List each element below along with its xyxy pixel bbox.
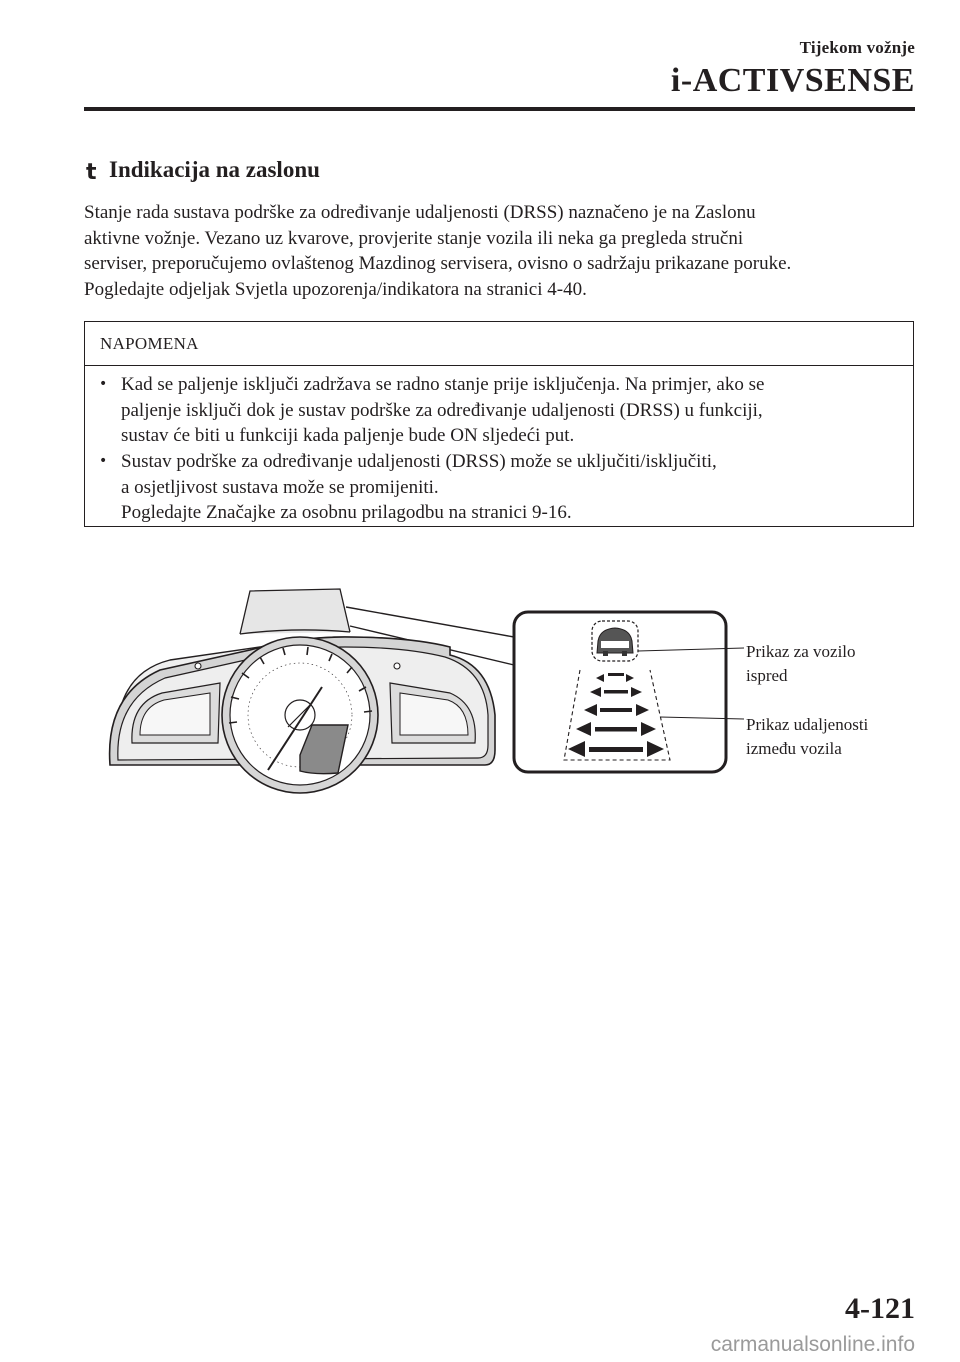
intro-line: Stanje rada sustava podrške za određivanje udaljenosti (DRSS) naznačeno je na Zaslonu (84, 202, 756, 223)
callout-line-text: Prikaz udaljenosti (746, 715, 869, 734)
car-ahead-icon (592, 621, 638, 661)
intro-line: Pogledajte odjeljak Svjetla upozorenja/indikatora na stranici 4-40. (84, 278, 587, 300)
note-line: paljenje isključi dok je sustav podrške za određivanje udaljenosti (DRSS) u funkciji, (121, 399, 763, 421)
zoom-leader-line (346, 607, 514, 637)
callout-vehicle-ahead (746, 640, 856, 688)
section-bullet-icon: t (86, 160, 97, 185)
zoomed-display (514, 612, 744, 772)
note-line: Sustav podrške za određivanje udaljenosti (DRSS) može se uključiti/isključiti, (121, 451, 717, 472)
note-line: a osjetljivost sustava može se promijeniti. (121, 476, 439, 498)
callout-line-text: između vozila (746, 739, 842, 758)
bullet-icon: • (99, 376, 108, 392)
meter-cluster (110, 637, 495, 793)
note-divider (85, 365, 913, 366)
active-driving-display (240, 589, 350, 634)
note-title: NAPOMENA (100, 334, 199, 353)
running-header-section: Tijekom vožnje (799, 38, 915, 57)
page-number: 4-121 (845, 1292, 915, 1325)
running-header-title: i-ACTIVSENSE (670, 62, 915, 99)
section-heading: Indikacija na zaslonu (109, 157, 320, 182)
note-box (84, 321, 914, 527)
bullet-icon: • (99, 453, 108, 469)
callout-line-text: Prikaz za vozilo (746, 642, 856, 661)
callout-distance-display (746, 713, 868, 761)
note-line: sustav će biti u funkciji kada paljenje bude ON sljedeći put. (121, 425, 575, 446)
watermark: carmanualsonline.info (710, 1333, 915, 1356)
instrument-cluster-illustration (100, 575, 900, 805)
intro-paragraph (84, 200, 924, 302)
note-line: Pogledajte Značajke za osobnu prilagodbu na stranici 9-16. (121, 502, 572, 523)
intro-line: serviser, preporučujemo ovlaštenog Mazdinog servisera, ovisno o sadržaju prikazane poruke. (84, 253, 792, 274)
intro-line: aktivne vožnje. Vezano uz kvarove, provjerite stanje vozila ili neka ga pregleda stručni (84, 227, 744, 249)
header-rule (84, 107, 915, 111)
note-line: Kad se paljenje isključi zadržava se radno stanje prije isključenja. Na primjer, ako se (121, 374, 765, 395)
callout-line-text: ispred (746, 666, 788, 685)
